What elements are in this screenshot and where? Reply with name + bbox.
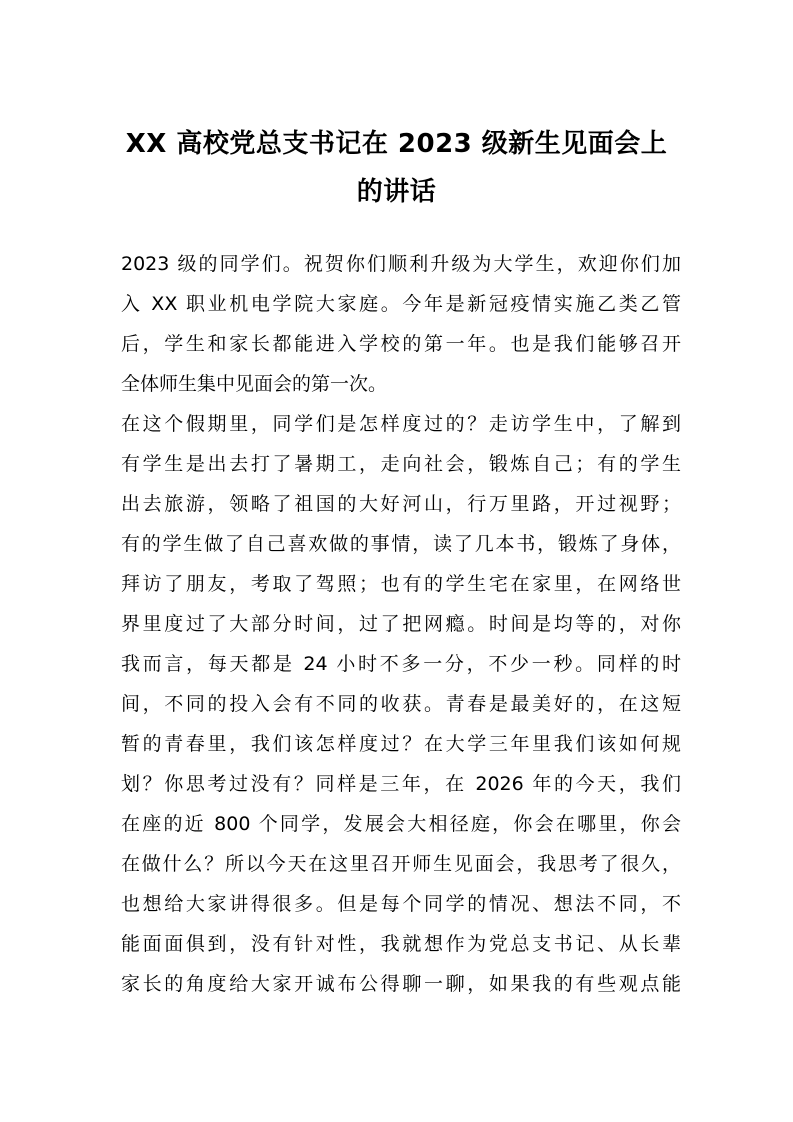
body-line: 拜访了朋友，考取了驾照；也有的学生宅在家里，在网络世 xyxy=(121,573,681,595)
body-line: 界里度过了大部分时间，过了把网瘾。时间是均等的，对你 xyxy=(121,613,681,635)
body-line: 能面面俱到，没有针对性，我就想作为党总支书记、从长辈 xyxy=(121,933,681,955)
body-line: 暂的青春里，我们该怎样度过？在大学三年里我们该如何规 xyxy=(121,733,681,755)
document-title-line-1: XX 高校党总支书记在 2023 级新生见面会上 xyxy=(125,129,668,159)
body-line: 2023 级的同学们。祝贺你们顺利升级为大学生，欢迎你们加 xyxy=(121,253,681,275)
document-body xyxy=(121,244,681,1004)
body-line: 划？你思考过没有？同样是三年，在 2026 年的今天，我们 xyxy=(121,773,681,795)
body-line: 我而言，每天都是 24 小时不多一分，不少一秒。同样的时 xyxy=(121,653,681,675)
body-line: 有学生是出去打了暑期工，走向社会，锻炼自己；有的学生 xyxy=(121,453,681,475)
document-title-line-2: 的讲话 xyxy=(356,177,437,207)
body-line: 间，不同的投入会有不同的收获。青春是最美好的，在这短 xyxy=(121,693,681,715)
body-line: 有的学生做了自己喜欢做的事情，读了几本书，锻炼了身体， xyxy=(121,533,681,555)
body-line: 全体师生集中见面会的第一次。 xyxy=(121,373,388,395)
body-line: 出去旅游，领略了祖国的大好河山，行万里路，开过视野； xyxy=(121,493,681,515)
body-line: 在座的近 800 个同学，发展会大相径庭，你会在哪里，你会 xyxy=(121,813,681,835)
body-line: 在这个假期里，同学们是怎样度过的？走访学生中，了解到 xyxy=(121,413,681,435)
body-line: 入 XX 职业机电学院大家庭。今年是新冠疫情实施乙类乙管 xyxy=(121,293,681,315)
body-line: 家长的角度给大家开诚布公得聊一聊，如果我的有些观点能 xyxy=(121,973,681,995)
body-line: 后，学生和家长都能进入学校的第一年。也是我们能够召开 xyxy=(121,333,681,355)
body-line: 也想给大家讲得很多。但是每个同学的情况、想法不同，不 xyxy=(121,893,681,915)
body-line: 在做什么？所以今天在这里召开师生见面会，我思考了很久， xyxy=(121,853,681,875)
